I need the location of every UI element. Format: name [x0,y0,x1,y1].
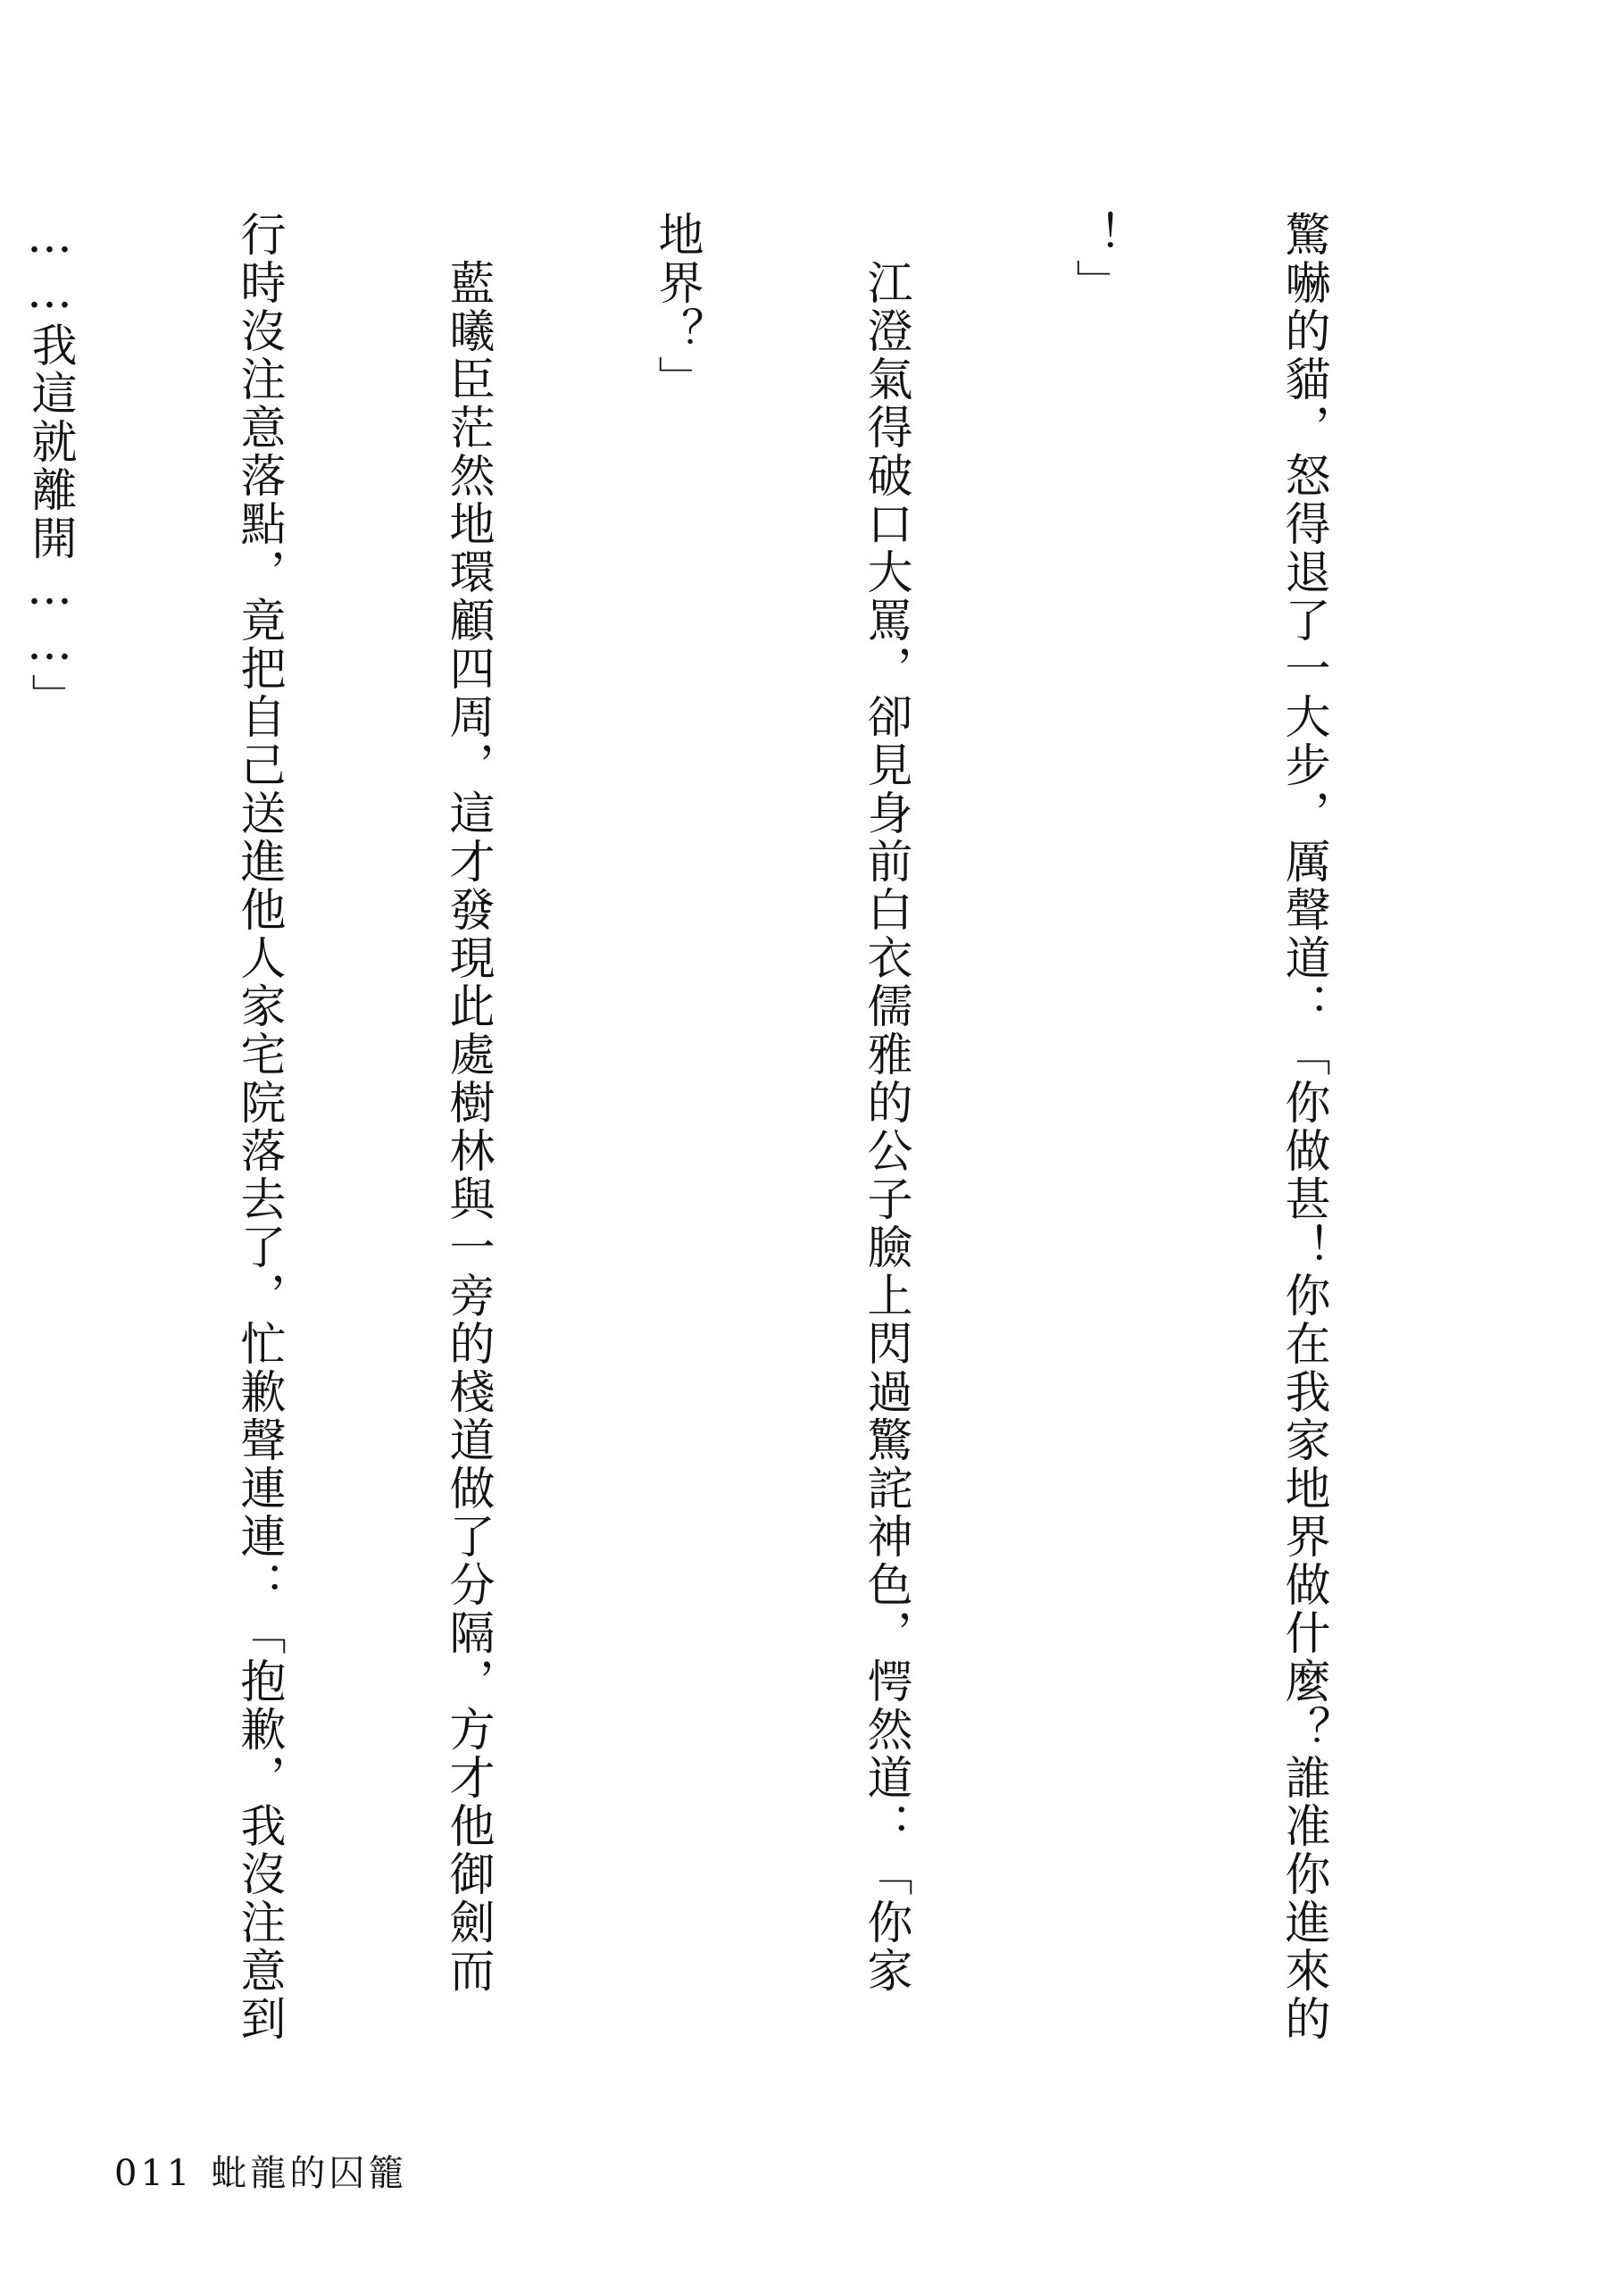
text-line: 行時沒注意落點，竟把自己送進他人家宅院落去了，忙歉聲連連：「抱歉，我沒注意到 [232,211,285,2043]
text-line: 江澄氣得破口大罵，卻見身前白衣儒雅的公子臉上閃過驚詫神色，愕然道：「你家 [859,211,912,1995]
text-line: 驚嚇的貓，怒得退了一大步，厲聲道：「你做甚！你在我家地界做什麼？誰准你進來的 [1277,211,1329,2043]
page-number: 011 [114,2153,194,2194]
text-line: 地界？」 [650,211,703,404]
body-text [0,211,1477,2131]
text-line: ……我這就離開……」 [23,211,76,722]
text-line: 藍曦臣茫然地環顧四周，這才發現此處樹林與一旁的棧道做了分隔，方才他御劍而 [441,211,494,1995]
text-line: ！」 [1068,211,1120,307]
page-footer [114,2145,407,2196]
book-title: 蚍龍的囚籠 [211,2153,408,2194]
